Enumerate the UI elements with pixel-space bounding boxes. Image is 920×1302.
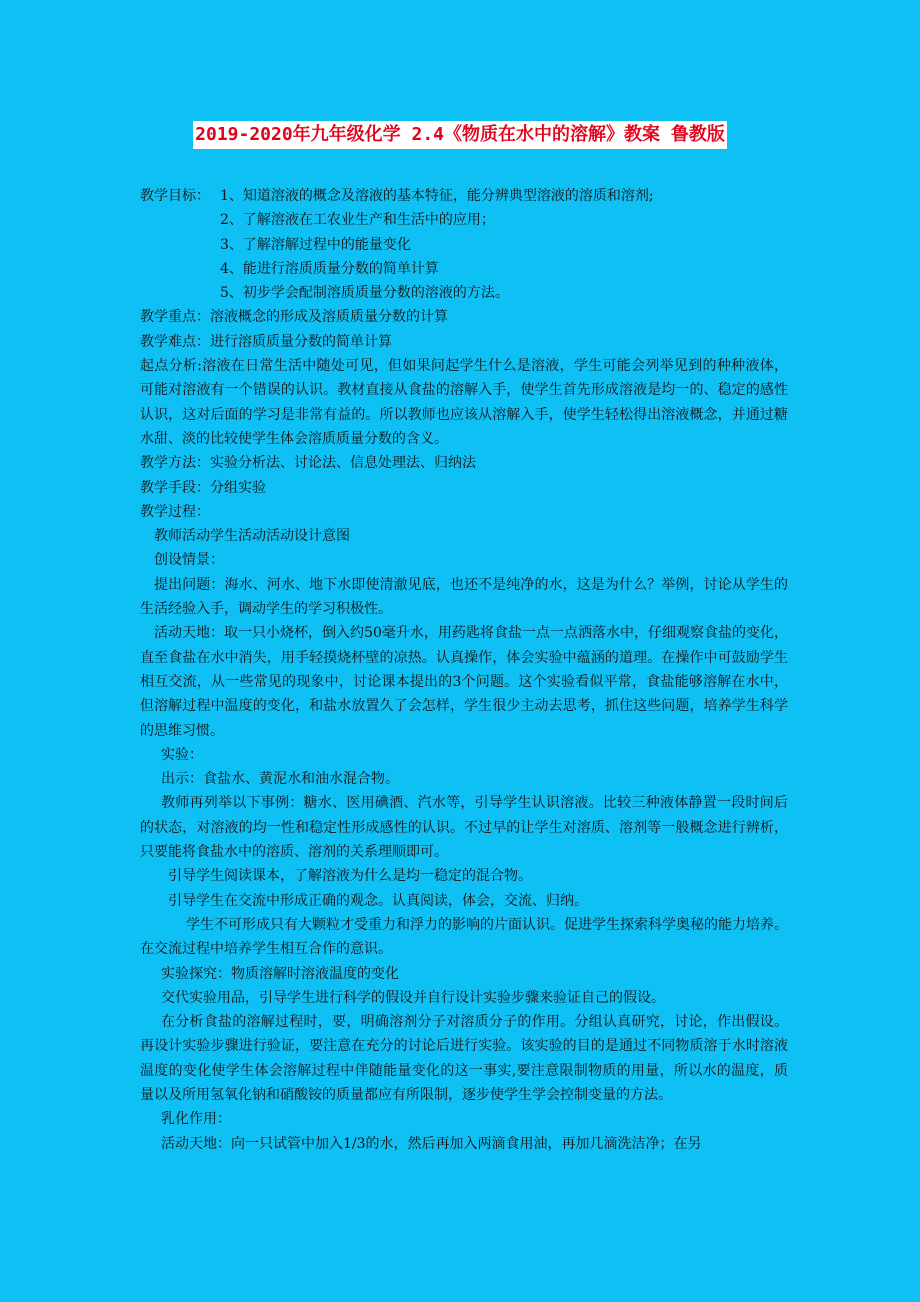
objective-row-5 — [140, 281, 788, 305]
emulsify-heading: 乳化作用： — [161, 1111, 231, 1128]
show-paragraph: 出示：食盐水、黄泥水和油水混合物。 — [161, 771, 399, 788]
teaching-process-heading: 教学过程： — [140, 503, 210, 520]
teacher-examples-paragraph: 教师再列举以下事例：糖水、医用碘酒、汽水等，引导学生认识溶液。比较三种液体静置一段时间后的状态，对溶液的均一性和稳定性形成感性的认识。不过早的让学生对溶质、溶剂等一般概念进行辨析，只要能将食盐水中的溶质、溶剂的关系理顺即可。 — [140, 795, 788, 861]
objective-row-2 — [140, 208, 788, 232]
document-body — [140, 184, 788, 1156]
objective-item-5: 5、初步学会配制溶质质量分数的溶液的方法。 — [220, 285, 509, 302]
objective-item-3: 3、了解溶解过程中的能量变化 — [220, 236, 411, 253]
starting-point-analysis: 起点分析:溶液在日常生活中随处可见，但如果问起学生什么是溶液，学生可能会列举见到的种种液体，可能对溶液有一个错误的认识。教材直接从食盐的溶解入手，使学生首先形成溶液是均一的、稳定的感性认识，这对后面的学习是非常有益的。所以教师也应该从溶解入手，使学生轻松得出溶液概念，并通过糖水甜、淡的比较使学生体会溶质质量分数的含义。 — [140, 358, 788, 447]
scenario-heading: 创设情景： — [154, 552, 224, 569]
objective-row-1 — [140, 184, 788, 208]
question-paragraph: 提出问题：海水、河水、地下水即使清澈见底，也还不是纯净的水，这是为什么？举例，讨论从学生的生活经验入手，调动学生的学习积极性。 — [140, 576, 788, 618]
activity-columns-heading: 教师活动学生活动活动设计意图 — [154, 528, 350, 545]
activity-paragraph-2: 活动天地：向一只试管中加入1/3的水，然后再加入两滴食用油，再加几滴洗洁净；在另 — [161, 1135, 702, 1152]
activity-paragraph-1: 活动天地：取一只小烧杯，倒入约50毫升水，用药匙将食盐一点一点洒落水中，仔细观察食盐的变化，直至食盐在水中消失，用手轻摸烧杯壁的凉热。认真操作，体会实验中蕴涵的道理。在操作中可鼓励学生相互交流，从一些常见的现象中，讨论课本提出的3个问题。这个实验看似平常，食盐能够溶解在水中，但溶解过程中温度的变化，和盐水放置久了会怎样，学生很少主动去思考，抓住这些问题，培养学生科学的思维习惯。 — [140, 625, 788, 739]
objective-row-3 — [140, 233, 788, 257]
difficulty: 教学难点：进行溶质质量分数的简单计算 — [140, 333, 392, 350]
guide-paragraph-2: 引导学生在交流中形成正确的观念。认真阅读，体会，交流、归纳。 — [168, 892, 588, 909]
experiment-explore-heading: 实验探究：物质溶解时溶液温度的变化 — [161, 965, 399, 982]
objective-item-2: 2、了解溶液在工农业生产和生活中的应用； — [220, 212, 495, 229]
guide-paragraph-1: 引导学生阅读课本，了解溶液为什么是均一稳定的混合物。 — [168, 868, 532, 885]
title-wrap — [0, 121, 920, 149]
objective-row-4 — [140, 257, 788, 281]
objective-item-4: 4、能进行溶质质量分数的简单计算 — [220, 260, 439, 277]
salt-analysis-paragraph: 在分析食盐的溶解过程时，要，明确溶剂分子对溶质分子的作用。分组认真研究，讨论，作出假设。再设计实验步骤进行验证，要注意在充分的讨论后进行实验。该实验的目的是通过不同物质溶于水时溶液温度的变化使学生体会溶解过程中伴随能量变化的这一事实,要注意限制物质的用量，所以水的温度，质量以及所用氢氧化钠和硝酸铵的质量都应有所限制，逐步使学生学会控制变量的方法。 — [140, 1014, 788, 1103]
teaching-method: 教学方法：实验分析法、讨论法、信息处理法、归纳法 — [140, 455, 476, 472]
document-title: 2019-2020年九年级化学 2.4《物质在水中的溶解》教案 鲁教版 — [193, 121, 727, 149]
experiment-heading: 实验： — [161, 746, 203, 763]
objective-item-1: 1、知道溶液的概念及溶液的基本特征，能分辨典型溶液的溶质和溶剂; — [220, 188, 654, 204]
key-point: 教学重点：溶液概念的形成及溶质质量分数的计算 — [140, 309, 448, 326]
teaching-means: 教学手段：分组实验 — [140, 479, 266, 496]
objectives-label: 教学目标： — [140, 188, 210, 204]
supplies-paragraph: 交代实验用品，引导学生进行科学的假设并自行设计实验步骤来验证自己的假设。 — [161, 989, 665, 1006]
students-note-paragraph: 学生不可形成只有大颗粒才受重力和浮力的影响的片面认识。促进学生探索科学奥秘的能力培养。在交流过程中培养学生相互合作的意识。 — [140, 916, 788, 958]
